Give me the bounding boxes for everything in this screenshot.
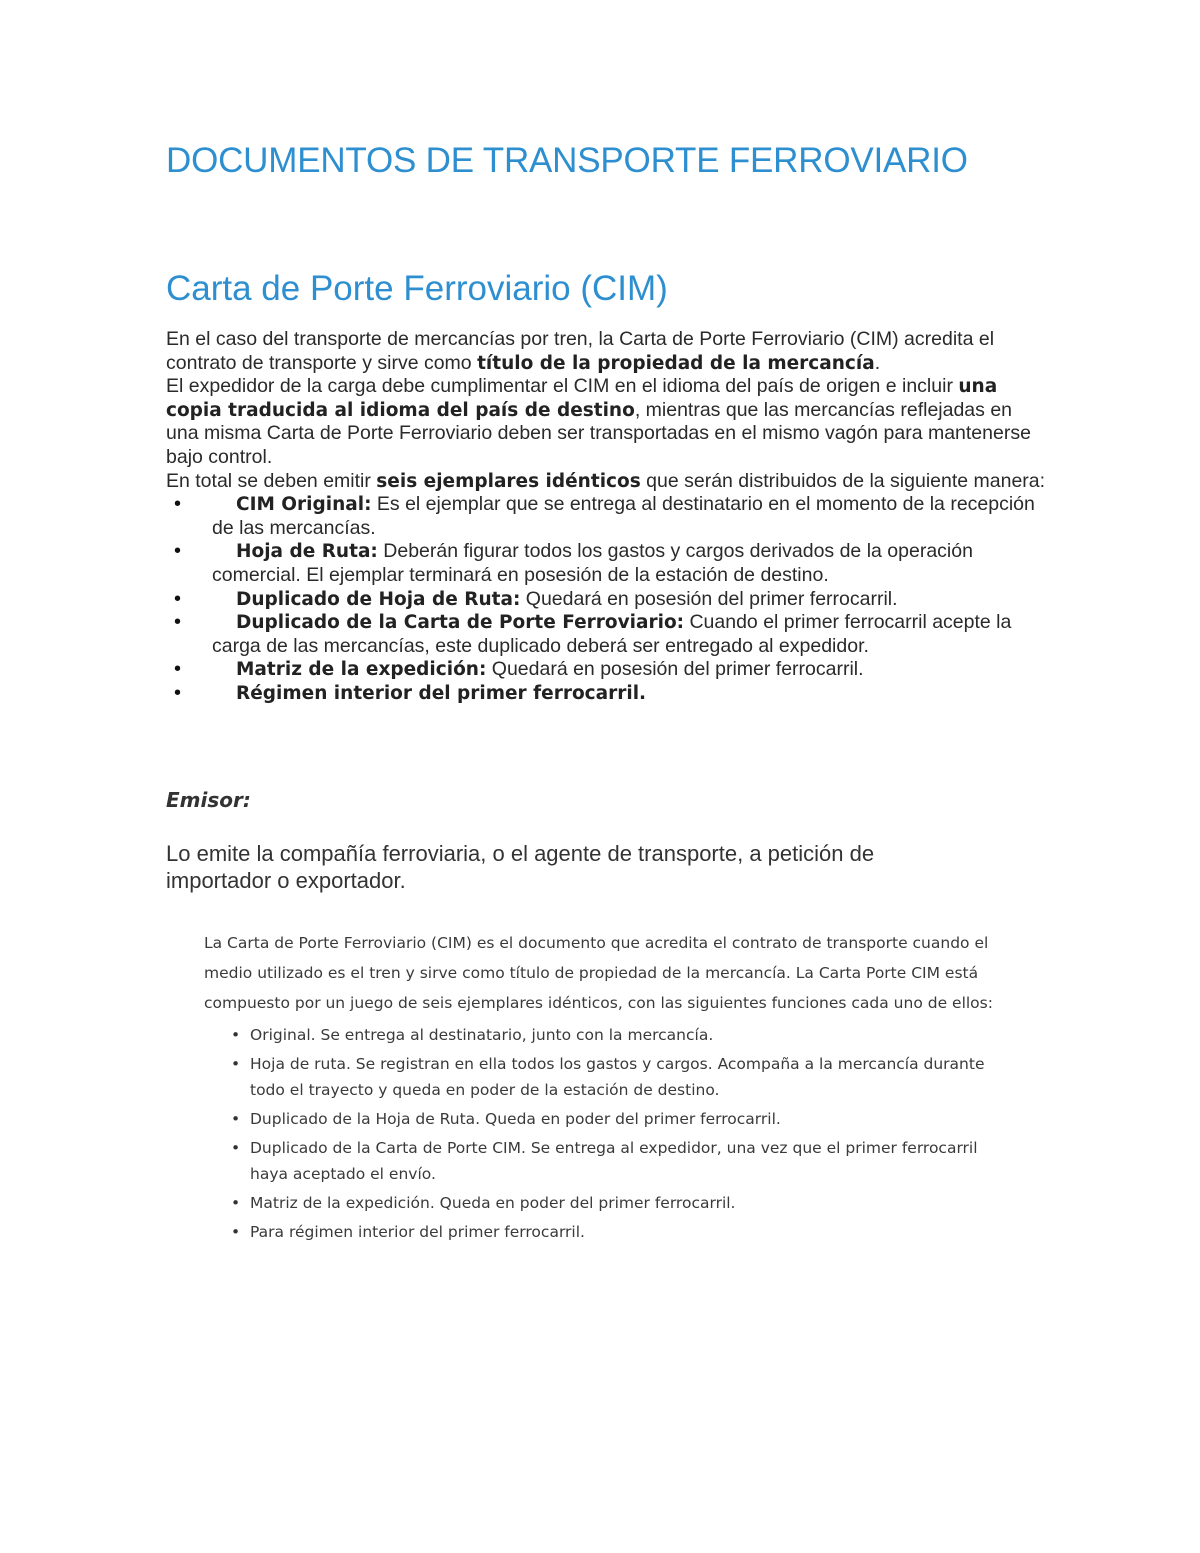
list-item: • Original. Se entrega al destinatario, junto con la mercancía. bbox=[204, 1022, 1020, 1048]
document-title: DOCUMENTOS DE TRANSPORTE FERROVIARIO bbox=[166, 141, 968, 180]
list-item: • Matriz de la expedición: Quedará en posesión del primer ferrocarril. bbox=[174, 658, 864, 681]
list-item: • Duplicado de la Hoja de Ruta. Queda en poder del primer ferrocarril. bbox=[204, 1106, 1020, 1132]
bullet-icon: • bbox=[174, 587, 182, 610]
list-item: • Hoja de ruta. Se registran en ella todos los gastos y cargos. Acompaña a la mercancía durante todo el trayecto y queda en poder de la estación de destino. bbox=[204, 1051, 1020, 1103]
emphasis-copies: seis ejemplares idénticos bbox=[376, 470, 641, 492]
list-item: • Hoja de Ruta: Deberán figurar todos los gastos y cargos derivados de la operación comercial. El ejemplar terminará en posesión de la estación de destino. bbox=[174, 540, 973, 586]
emphasis-ownership: título de la propiedad de la mercancía bbox=[477, 352, 875, 374]
bullet-icon: • bbox=[231, 1194, 241, 1212]
emisor-label: Emisor: bbox=[166, 788, 251, 812]
paragraph-total: En total se deben emitir seis ejemplares idénticos que serán distribuidos de la siguiente manera: bbox=[166, 469, 1046, 492]
bullet-icon: • bbox=[174, 493, 182, 516]
bullet-icon: • bbox=[174, 658, 182, 681]
list-item: • Duplicado de la Carta de Porte Ferroviario: Cuando el primer ferrocarril acepte la carga de las mercancías, este duplicado deberá ser entregado al expedidor. bbox=[174, 611, 1012, 657]
list-item: • Duplicado de Hoja de Ruta: Quedará en posesión del primer ferrocarril. bbox=[174, 587, 898, 610]
emphasis-translation: una copia traducida al idioma del país de destino bbox=[166, 376, 998, 421]
bullet-icon: • bbox=[231, 1110, 241, 1128]
paragraph-expedidor: El expedidor de la carga debe cumplimentar el CIM en el idioma del país de origen e incluir una copia traducida al idioma del país de destino, mientras que las mercancías reflejadas en una misma Carta de Porte Ferroviario deben ser transportadas en el mismo vagón para mantenerse bajo control. bbox=[166, 375, 1031, 468]
bullet-icon: • bbox=[231, 1026, 241, 1044]
list-item: • Para régimen interior del primer ferrocarril. bbox=[204, 1219, 1020, 1245]
paragraph-intro: En el caso del transporte de mercancías por tren, la Carta de Porte Ferroviario (CIM) acredita el contrato de transporte y sirve como título de la propiedad de la mercancía. bbox=[166, 328, 995, 374]
bullet-icon: • bbox=[231, 1139, 241, 1157]
bullet-icon: • bbox=[231, 1223, 241, 1241]
excerpt-paragraph: La Carta de Porte Ferroviario (CIM) es el documento que acredita el contrato de transporte cuando el medio utilizado es el tren y sirve como título de propiedad de la mercancía. La Carta Porte CIM está compuesto por un juego de seis ejemplares idénticos, con las siguientes funciones cada uno de ellos: bbox=[204, 934, 993, 1012]
bullet-icon: • bbox=[174, 611, 182, 634]
bullet-icon: • bbox=[231, 1055, 241, 1073]
copies-list bbox=[166, 493, 1046, 705]
bullet-icon: • bbox=[174, 540, 182, 563]
list-item: • Matriz de la expedición. Queda en poder del primer ferrocarril. bbox=[204, 1190, 1020, 1216]
section-heading: Carta de Porte Ferroviario (CIM) bbox=[166, 269, 668, 308]
bullet-icon: • bbox=[174, 681, 182, 704]
list-item: • Régimen interior del primer ferrocarril. bbox=[174, 681, 647, 704]
list-item: • CIM Original: Es el ejemplar que se entrega al destinatario en el momento de la recepción de las mercancías. bbox=[174, 493, 1035, 539]
excerpt-list bbox=[204, 1022, 1024, 1245]
list-item: • Duplicado de la Carta de Porte CIM. Se entrega al expedidor, una vez que el primer ferrocarril haya aceptado el envío. bbox=[204, 1135, 1020, 1187]
section-body bbox=[166, 328, 1046, 706]
emisor-text: Lo emite la compañía ferroviaria, o el agente de transporte, a petición de importador o exportador. bbox=[166, 841, 875, 893]
embedded-excerpt bbox=[204, 928, 1024, 1248]
